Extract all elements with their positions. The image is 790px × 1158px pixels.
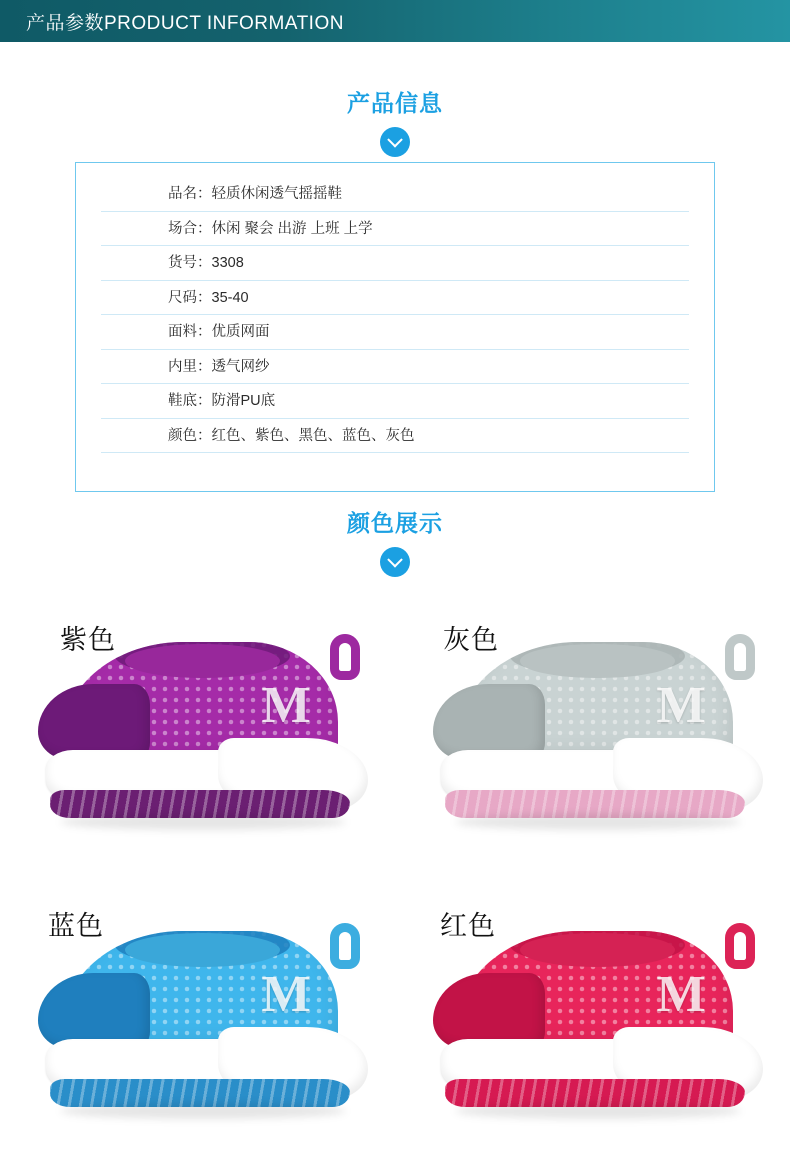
shoe-shadow bbox=[455, 814, 741, 830]
header-bar bbox=[0, 0, 790, 42]
list-item: 鞋底：防滑PU底 bbox=[101, 384, 689, 419]
shoe-collar-inner bbox=[520, 933, 675, 967]
list-item: 尺码：35-40 bbox=[101, 281, 689, 316]
shoe-toe-cap bbox=[38, 684, 150, 760]
shoe-heel-pull-tab bbox=[330, 923, 360, 969]
color-variant-label: 蓝色 bbox=[48, 911, 104, 941]
list-item: 货号：3308 bbox=[101, 246, 689, 281]
shoe-logo: M bbox=[261, 677, 311, 734]
color-gallery bbox=[0, 580, 790, 1158]
shoe-heel-pull-tab bbox=[330, 634, 360, 680]
shoe-logo: M bbox=[261, 966, 311, 1023]
color-variant-label: 灰色 bbox=[443, 625, 499, 655]
shoe-heel-pull-tab bbox=[725, 923, 755, 969]
list-item: 颜色：红色、紫色、黑色、蓝色、灰色 bbox=[101, 419, 689, 454]
shoe-image-blue bbox=[38, 921, 368, 1131]
color-variant-cell bbox=[395, 580, 790, 869]
list-item: 品名：轻质休闲透气摇摇鞋 bbox=[101, 177, 689, 212]
color-section-heading bbox=[0, 505, 790, 577]
shoe-collar-inner bbox=[125, 933, 280, 967]
color-variant-label: 紫色 bbox=[60, 625, 116, 655]
shoe-image-gray bbox=[433, 632, 763, 842]
chevron-down-icon bbox=[380, 127, 410, 157]
product-info-section-heading bbox=[0, 85, 790, 157]
section-title-color-display: 颜色展示 bbox=[347, 510, 443, 536]
shoe-logo: M bbox=[656, 966, 706, 1023]
product-info-box bbox=[75, 162, 715, 492]
list-item: 面料：优质网面 bbox=[101, 315, 689, 350]
shoe-shadow bbox=[60, 1103, 346, 1119]
color-variant-cell bbox=[0, 580, 395, 869]
shoe-shadow bbox=[60, 814, 346, 830]
list-item: 内里：透气网纱 bbox=[101, 350, 689, 385]
shoe-toe-cap bbox=[433, 684, 545, 760]
color-variant-cell bbox=[0, 869, 395, 1158]
shoe-image-purple bbox=[38, 632, 368, 842]
shoe-logo: M bbox=[656, 677, 706, 734]
shoe-image-red bbox=[433, 921, 763, 1131]
chevron-down-icon bbox=[380, 547, 410, 577]
section-title-product-info: 产品信息 bbox=[347, 90, 443, 116]
shoe-heel-pull-tab bbox=[725, 634, 755, 680]
shoe-collar-inner bbox=[125, 644, 280, 678]
list-item: 场合：休闲 聚会 出游 上班 上学 bbox=[101, 212, 689, 247]
product-info-list bbox=[76, 177, 714, 453]
shoe-collar-inner bbox=[520, 644, 675, 678]
shoe-shadow bbox=[455, 1103, 741, 1119]
page-title: 产品参数PRODUCT INFORMATION bbox=[26, 12, 344, 34]
shoe-toe-cap bbox=[38, 973, 150, 1049]
color-variant-label: 红色 bbox=[440, 911, 496, 941]
shoe-toe-cap bbox=[433, 973, 545, 1049]
color-variant-cell bbox=[395, 869, 790, 1158]
